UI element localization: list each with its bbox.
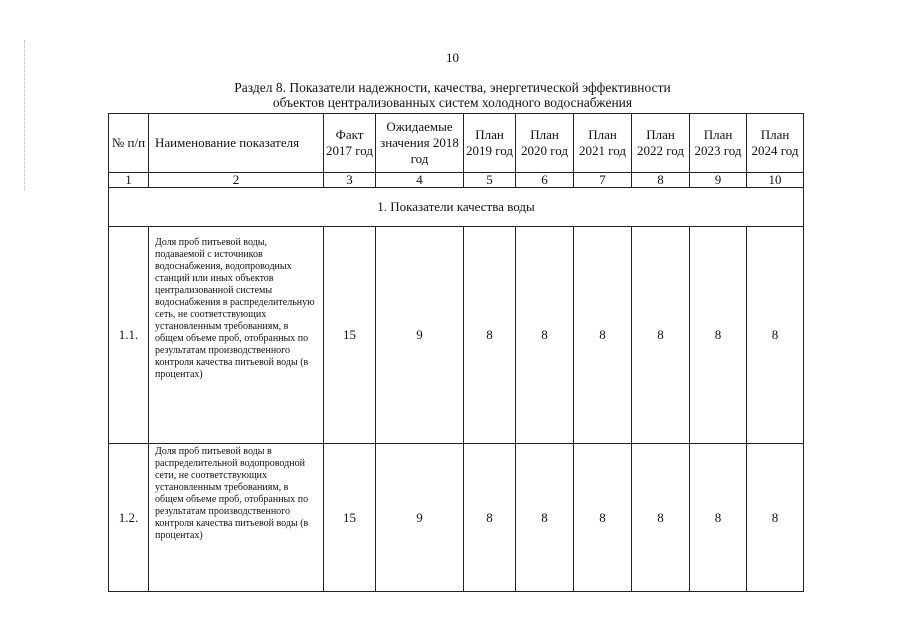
header-plan-2019: План 2019 год bbox=[464, 114, 516, 173]
column-number: 5 bbox=[464, 173, 516, 188]
header-fact-2017: Факт 2017 год bbox=[324, 114, 376, 173]
header-number: № п/п bbox=[109, 114, 149, 173]
header-plan-2021: План 2021 год bbox=[574, 114, 632, 173]
header-indicator-name: Наименование показателя bbox=[149, 114, 324, 173]
indicator-name: Доля проб питьевой воды, подаваемой с источников водоснабжения, водопроводных станций или иных объектов централизованной системы водоснабжения в распределительную сеть, не соответствующих установленным требованиям, в общем объеме проб, отобранных по результатам производственного контроля качества питьевой воды (в процентах) bbox=[149, 227, 324, 444]
value-plan-2024: 8 bbox=[747, 444, 804, 592]
header-plan-2023: План 2023 год bbox=[690, 114, 747, 173]
column-number: 1 bbox=[109, 173, 149, 188]
header-expected-2018: Ожидаемые значения 2018 год bbox=[376, 114, 464, 173]
header-plan-2024: План 2024 год bbox=[747, 114, 804, 173]
value-plan-2022: 8 bbox=[632, 227, 690, 444]
value-fact-2017: 15 bbox=[324, 227, 376, 444]
value-plan-2019: 8 bbox=[464, 227, 516, 444]
column-number: 6 bbox=[516, 173, 574, 188]
page-number: 10 bbox=[446, 50, 459, 65]
column-number: 4 bbox=[376, 173, 464, 188]
value-plan-2022: 8 bbox=[632, 444, 690, 592]
section-title-line-1: Раздел 8. Показатели надежности, качества, энергетической эффективности bbox=[234, 80, 671, 95]
column-number: 9 bbox=[690, 173, 747, 188]
table-header-row bbox=[109, 114, 804, 173]
indicators-table bbox=[108, 113, 804, 592]
indicator-name: Доля проб питьевой воды в распределительной водопроводной сети, не соответствующих установленным требованиям, в общем объеме проб, отобранных по результатам производственного контроля качества питьевой воды (в процентах) bbox=[149, 444, 324, 592]
value-plan-2023: 8 bbox=[690, 227, 747, 444]
header-plan-2020: План 2020 год bbox=[516, 114, 574, 173]
value-plan-2020: 8 bbox=[516, 227, 574, 444]
section-title-line-2: объектов централизованных систем холодного водоснабжения bbox=[272, 95, 633, 110]
value-expected-2018: 9 bbox=[376, 444, 464, 592]
column-number: 10 bbox=[747, 173, 804, 188]
column-number: 8 bbox=[632, 173, 690, 188]
value-plan-2023: 8 bbox=[690, 444, 747, 592]
value-expected-2018: 9 bbox=[376, 227, 464, 444]
column-number-row bbox=[109, 173, 804, 188]
table-row bbox=[109, 444, 804, 592]
value-fact-2017: 15 bbox=[324, 444, 376, 592]
column-number: 2 bbox=[149, 173, 324, 188]
header-plan-2022: План 2022 год bbox=[632, 114, 690, 173]
row-number: 1.2. bbox=[109, 444, 149, 592]
value-plan-2021: 8 bbox=[574, 444, 632, 592]
value-plan-2024: 8 bbox=[747, 227, 804, 444]
table-row bbox=[109, 227, 804, 444]
value-plan-2019: 8 bbox=[464, 444, 516, 592]
column-number: 7 bbox=[574, 173, 632, 188]
column-number: 3 bbox=[324, 173, 376, 188]
value-plan-2021: 8 bbox=[574, 227, 632, 444]
section-header-row bbox=[109, 188, 804, 227]
section-heading: 1. Показатели качества воды bbox=[109, 188, 804, 227]
row-number: 1.1. bbox=[109, 227, 149, 444]
value-plan-2020: 8 bbox=[516, 444, 574, 592]
section-title bbox=[0, 80, 905, 110]
